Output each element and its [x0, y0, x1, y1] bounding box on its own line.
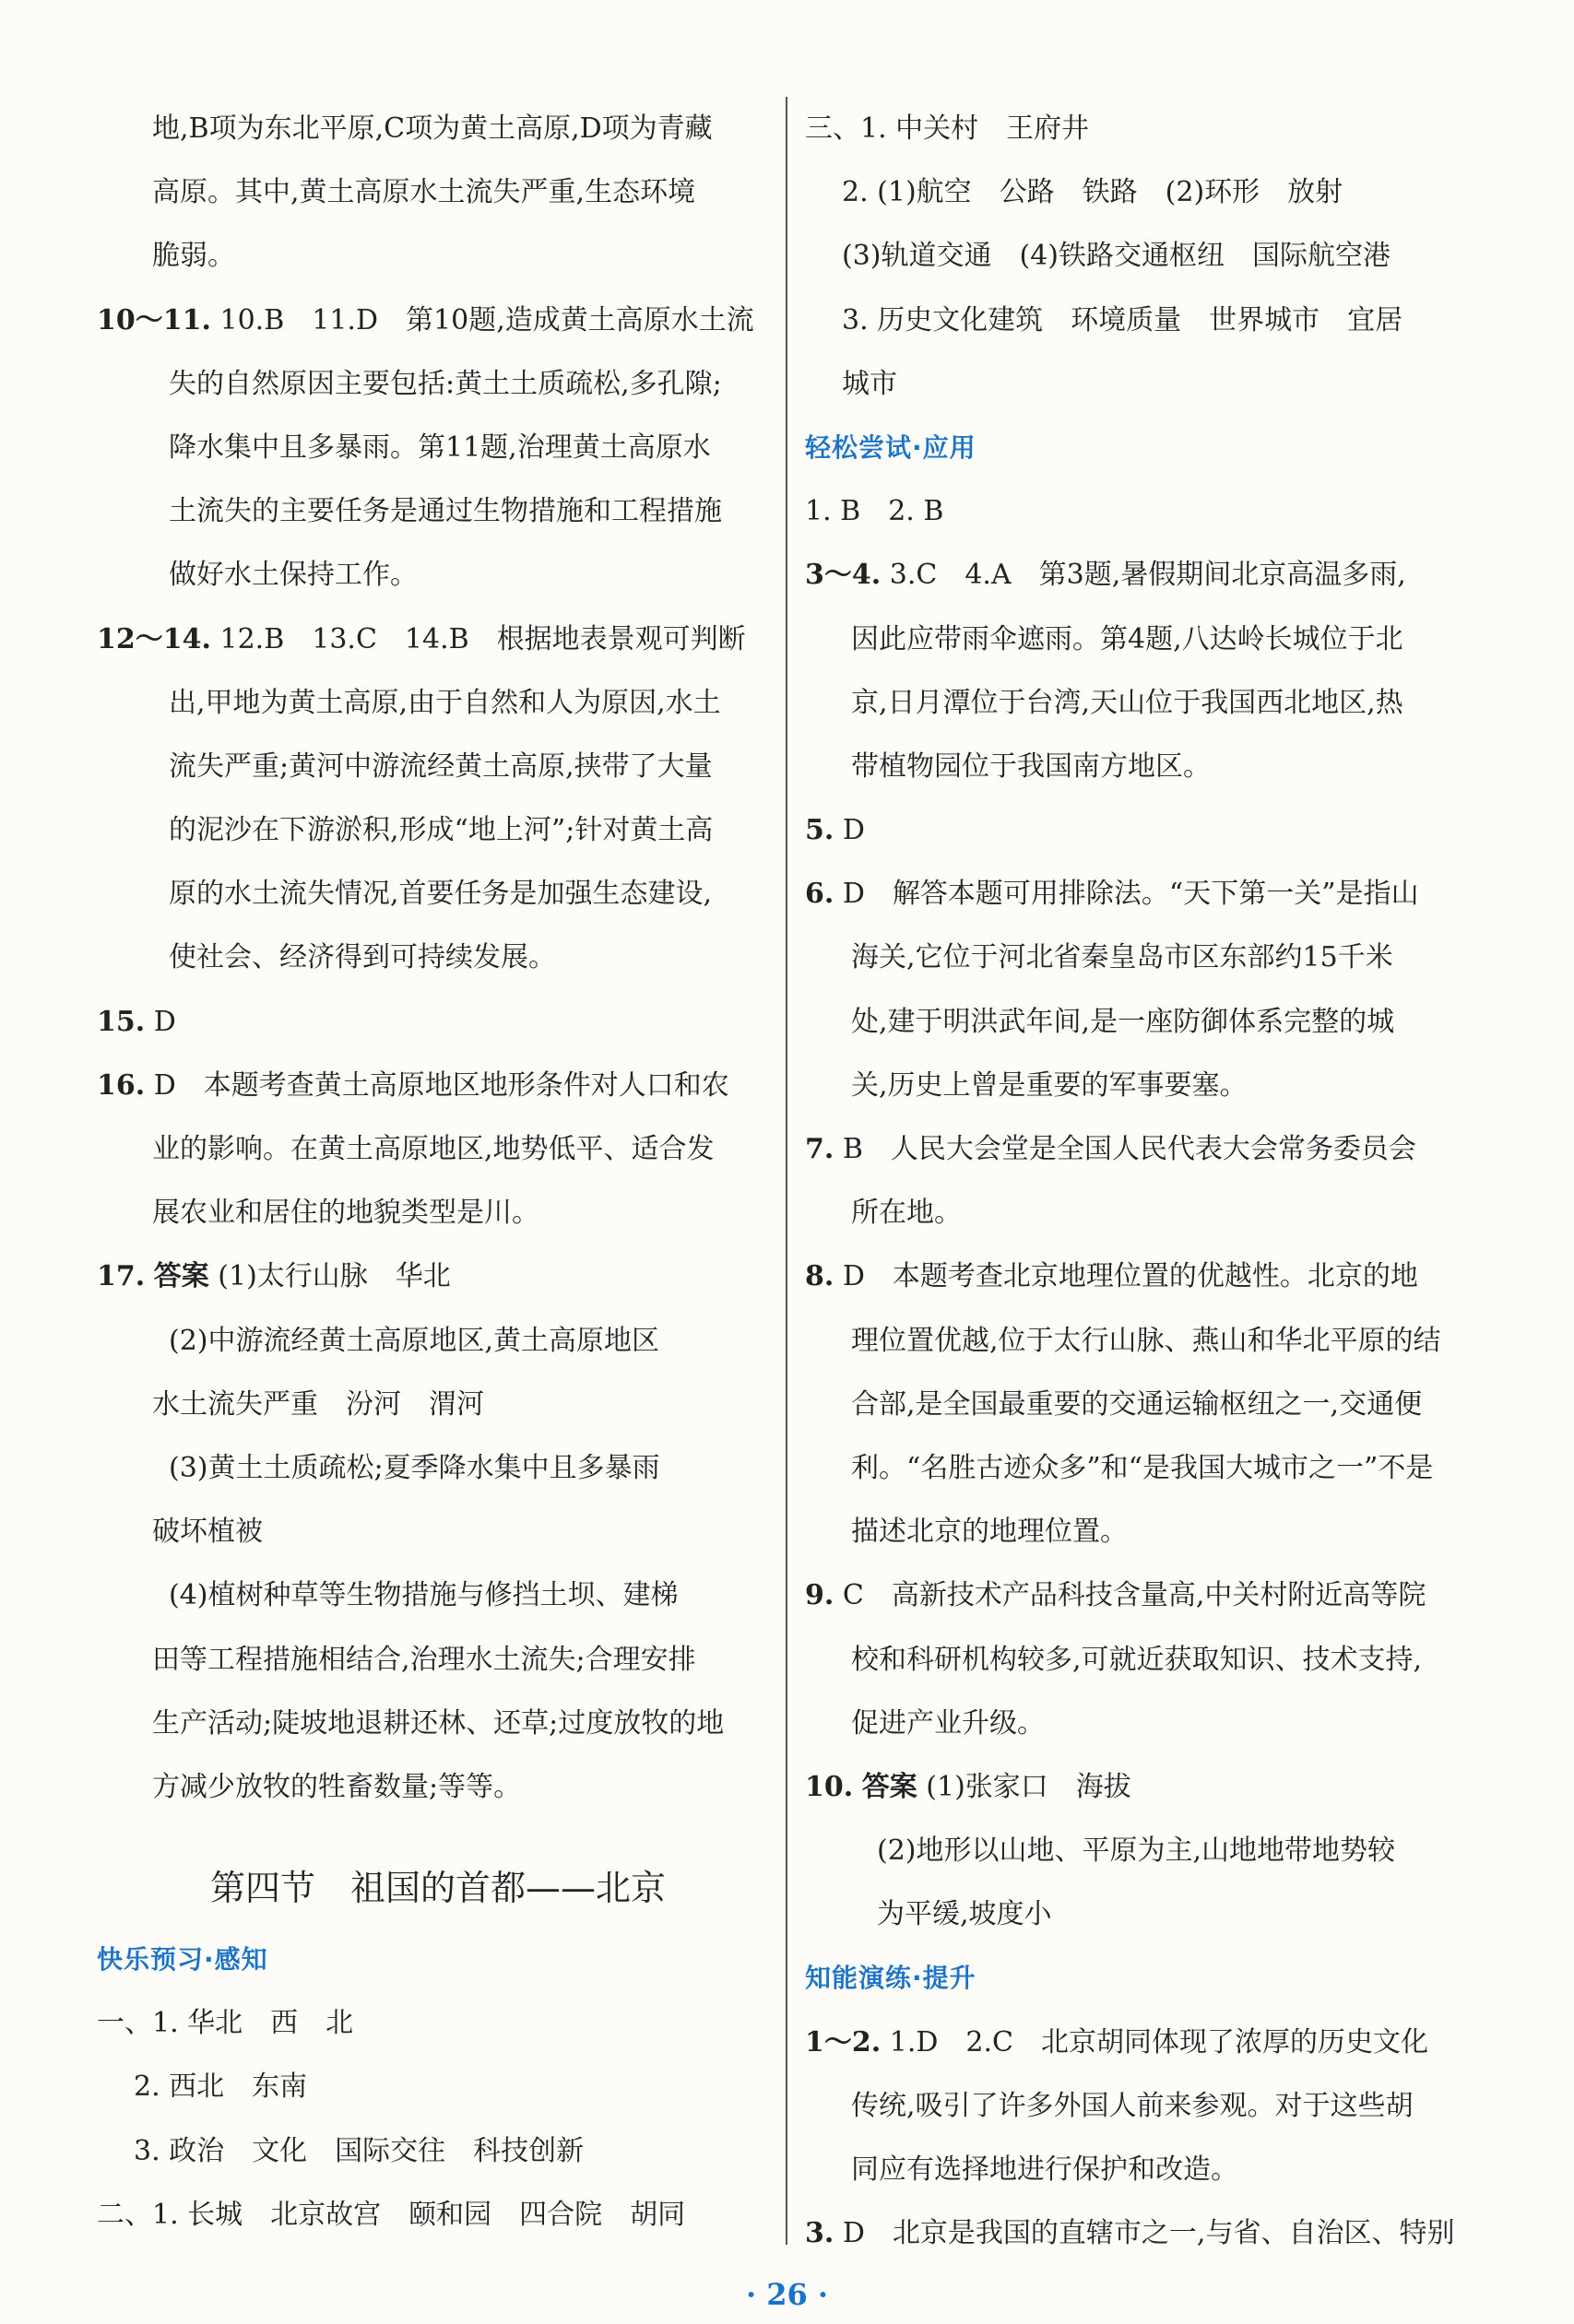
answer-line — [805, 798, 1497, 862]
answer-line — [805, 1309, 1497, 1373]
answer-line — [97, 1181, 779, 1245]
answer-text: 做好水土保持工作。 — [169, 559, 418, 592]
answer-line — [97, 1563, 779, 1627]
answer-text: D 本题考查黄土高原地区地形条件对人口和农 — [153, 1068, 729, 1102]
answer-text: 高原。其中,黄土高原水土流失严重,生态环境 — [152, 176, 696, 209]
answer-text: D — [153, 1005, 176, 1038]
answer-text: 二、1. 长城 北京故宫 颐和园 四合院 胡同 — [97, 2198, 686, 2231]
answer-text: 2. (1)航空 公路 铁路 (2)环形 放射 — [842, 176, 1343, 209]
question-number: 10～11. — [97, 303, 211, 336]
answer-line — [805, 1054, 1497, 1117]
answer-text: 10.B 11.D 第10题,造成黄土高原水土流 — [219, 303, 754, 336]
page-number: · 26 · — [745, 2277, 829, 2312]
answer-line — [97, 1117, 779, 1181]
answer-line — [97, 2055, 779, 2118]
right-column — [805, 97, 1497, 2265]
answer-line — [97, 97, 779, 160]
question-number: 1～2. — [805, 2025, 882, 2059]
left-column — [97, 97, 779, 2247]
answer-text: 1. B 2. B — [805, 495, 944, 528]
question-number: 3～4. — [805, 559, 882, 592]
column-divider — [786, 97, 787, 2245]
question-number: 15. — [97, 1005, 146, 1038]
answer-text: (1)太行山脉 华北 — [218, 1260, 451, 1293]
answer-text: 三、1. 中关村 王府井 — [805, 112, 1090, 145]
answer-text: 3. 政治 文化 国际交往 科技创新 — [134, 2134, 585, 2167]
answer-line — [97, 416, 779, 479]
answer-line — [805, 1181, 1497, 1245]
answer-text: 业的影响。在黄土高原地区,地势低平、适合发 — [152, 1133, 715, 1165]
answer-text: 生产活动;陡坡地退耕还林、还草;过度放牧的地 — [152, 1706, 725, 1740]
chapter-title: 第四节 祖国的首都——北京 — [209, 1868, 666, 1909]
answer-text: D — [842, 814, 865, 847]
answer-line — [97, 1991, 779, 2055]
section-heading: 知能演练·提升 — [805, 1963, 976, 1994]
answer-text: 出,甲地为黄土高原,由于自然和人为原因,水土 — [169, 686, 721, 719]
answer-text: 使社会、经济得到可持续发展。 — [169, 941, 556, 974]
question-number: 16. — [97, 1068, 146, 1102]
question-number: 8. — [805, 1260, 834, 1293]
answer-line — [97, 1628, 779, 1692]
answer-text: B 人民大会堂是全国人民代表大会常务委员会 — [842, 1133, 1416, 1165]
answer-line — [805, 1117, 1497, 1181]
answer-line — [805, 1563, 1497, 1627]
answer-text: 京,日月潭位于台湾,天山位于我国西北地区,热 — [851, 686, 1403, 719]
answer-line — [805, 543, 1497, 607]
answer-text: 原的水土流失情况,首要任务是加强生态建设, — [169, 878, 713, 911]
answer-line — [97, 1692, 779, 1755]
answer-line — [97, 798, 779, 862]
answer-line — [805, 160, 1497, 224]
answer-line — [97, 2119, 779, 2183]
answer-line — [97, 479, 779, 543]
answer-text: C 高新技术产品科技含量高,中关村附近高等院 — [842, 1579, 1426, 1612]
answer-line — [805, 735, 1497, 798]
answer-text: 12.B 13.C 14.B 根据地表景观可判断 — [219, 622, 746, 655]
answer-text: 利。“名胜古迹众多”和“是我国大城市之一”不是 — [851, 1451, 1434, 1484]
answer-text: 海关,它位于河北省秦皇岛市区东部约15千米 — [851, 941, 1393, 974]
answer-text: 促进产业升级。 — [851, 1706, 1045, 1740]
question-number: 6. — [805, 878, 834, 911]
answer-line — [805, 1436, 1497, 1500]
answer-text: 城市 — [842, 367, 897, 400]
answer-text: 降水集中且多暴雨。第11题,治理黄土高原水 — [169, 431, 711, 464]
answer-line — [97, 608, 779, 671]
answer-line — [805, 479, 1497, 543]
answer-text: D 北京是我国的直辖市之一,与省、自治区、特别 — [842, 2217, 1455, 2250]
answer-text: 的泥沙在下游淤积,形成“地上河”;针对黄土高 — [169, 814, 714, 847]
answer-line — [805, 2201, 1497, 2265]
answer-line — [97, 1245, 779, 1308]
answer-line — [805, 1500, 1497, 1563]
answer-line — [97, 1373, 779, 1436]
answer-text: 3.C 4.A 第3题,暑假期间北京高温多雨, — [889, 559, 1406, 592]
answer-line — [805, 608, 1497, 671]
section-heading: 快乐预习·感知 — [97, 1944, 268, 1976]
question-number: 9. — [805, 1579, 834, 1612]
answer-text: 带植物园位于我国南方地区。 — [851, 749, 1211, 783]
answer-line — [805, 224, 1497, 288]
answer-text: 3. 历史文化建筑 环境质量 世界城市 宜居 — [842, 303, 1403, 336]
answer-text: 展农业和居住的地貌类型是川。 — [152, 1197, 539, 1230]
answer-line — [805, 1245, 1497, 1308]
answer-line — [805, 1819, 1497, 1882]
answer-text: 理位置优越,位于太行山脉、燕山和华北平原的结 — [851, 1324, 1441, 1357]
answer-line — [97, 862, 779, 926]
answer-text: 合部,是全国最重要的交通运输枢纽之一,交通便 — [851, 1387, 1423, 1421]
answer-line — [805, 2011, 1497, 2074]
question-number: 10. — [805, 1770, 854, 1803]
answer-text: (1)张家口 海拔 — [926, 1770, 1131, 1803]
answer-line — [805, 352, 1497, 416]
answer-line — [97, 289, 779, 352]
answer-line — [805, 862, 1497, 926]
question-number: 12～14. — [97, 622, 211, 655]
answer-text: 同应有选择地进行保护和改造。 — [851, 2153, 1238, 2186]
answer-line — [97, 926, 779, 989]
answer-line — [805, 671, 1497, 735]
answer-text: 失的自然原因主要包括:黄土土质疏松,多孔隙; — [169, 367, 722, 400]
answer-line — [97, 543, 779, 607]
answer-text: 方减少放牧的牲畜数量;等等。 — [152, 1770, 522, 1803]
answer-text: 为平缓,坡度小 — [877, 1898, 1052, 1931]
answer-text: 土流失的主要任务是通过生物措施和工程措施 — [169, 495, 722, 528]
answer-text: 处,建于明洪武年间,是一座防御体系完整的城 — [851, 1005, 1395, 1038]
answer-line — [805, 1692, 1497, 1755]
answer-line — [805, 1628, 1497, 1692]
answer-text: 关,历史上曾是重要的军事要塞。 — [851, 1068, 1248, 1102]
answer-text: 水土流失严重 汾河 渭河 — [152, 1387, 484, 1421]
answer-text: (2)地形以山地、平原为主,山地地带地势较 — [877, 1834, 1396, 1868]
answer-text: 地,B项为东北平原,C项为黄土高原,D项为青藏 — [152, 112, 713, 145]
answer-text: (3)轨道交通 (4)铁路交通枢纽 国际航空港 — [842, 240, 1391, 273]
section-heading: 轻松尝试·应用 — [805, 431, 976, 463]
answer-line — [97, 1054, 779, 1117]
answer-text: 校和科研机构较多,可就近获取知识、技术支持, — [851, 1643, 1423, 1676]
answer-line — [97, 1755, 779, 1819]
answer-text: 描述北京的地理位置。 — [851, 1516, 1128, 1549]
answer-text: 脆弱。 — [152, 240, 235, 273]
answer-label: 答案 — [153, 1260, 209, 1293]
answer-text: 流失严重;黄河中游流经黄土高原,挟带了大量 — [169, 749, 713, 783]
answer-line — [805, 1882, 1497, 1946]
question-number: 5. — [805, 814, 834, 847]
answer-line — [805, 289, 1497, 352]
answer-text: (3)黄土土质疏松;夏季降水集中且多暴雨 — [169, 1451, 660, 1484]
question-number: 3. — [805, 2217, 834, 2250]
answer-text: 传统,吸引了许多外国人前来参观。对于这些胡 — [851, 2089, 1414, 2122]
answer-text: 田等工程措施相结合,治理水土流失;合理安排 — [152, 1643, 696, 1676]
answer-text: 一、1. 华北 西 北 — [97, 2007, 354, 2040]
answer-label: 答案 — [861, 1770, 917, 1803]
answer-text: 所在地。 — [851, 1197, 962, 1230]
answer-line — [97, 1436, 779, 1500]
answer-text: (4)植树种草等生物措施与修挡土坝、建梯 — [169, 1579, 679, 1612]
answer-line — [97, 671, 779, 735]
question-number: 17. — [97, 1260, 146, 1293]
answer-line — [805, 2138, 1497, 2201]
answer-line — [805, 1755, 1497, 1819]
answer-text: 破坏植被 — [152, 1516, 263, 1549]
answer-text: 2. 西北 东南 — [134, 2070, 308, 2104]
question-number: 7. — [805, 1133, 834, 1165]
answer-line — [805, 97, 1497, 160]
answer-text: D 解答本题可用排除法。“天下第一关”是指山 — [842, 878, 1419, 911]
answer-line — [805, 2074, 1497, 2138]
answer-line — [805, 1373, 1497, 1436]
answer-line — [97, 735, 779, 798]
answer-text: (2)中游流经黄土高原地区,黄土高原地区 — [169, 1324, 660, 1357]
answer-line — [97, 160, 779, 224]
answer-line — [97, 352, 779, 416]
answer-line — [805, 926, 1497, 989]
answer-line — [97, 990, 779, 1054]
answer-line — [805, 990, 1497, 1054]
page-number-value: 26 — [766, 2277, 808, 2312]
answer-line — [97, 1500, 779, 1563]
answer-text: 因此应带雨伞遮雨。第4题,八达岭长城位于北 — [851, 622, 1403, 655]
answer-text: 1.D 2.C 北京胡同体现了浓厚的历史文化 — [889, 2025, 1429, 2059]
answer-line — [97, 1309, 779, 1373]
answer-text: D 本题考查北京地理位置的优越性。北京的地 — [842, 1260, 1418, 1293]
answer-line — [97, 224, 779, 288]
answer-line — [97, 2183, 779, 2247]
